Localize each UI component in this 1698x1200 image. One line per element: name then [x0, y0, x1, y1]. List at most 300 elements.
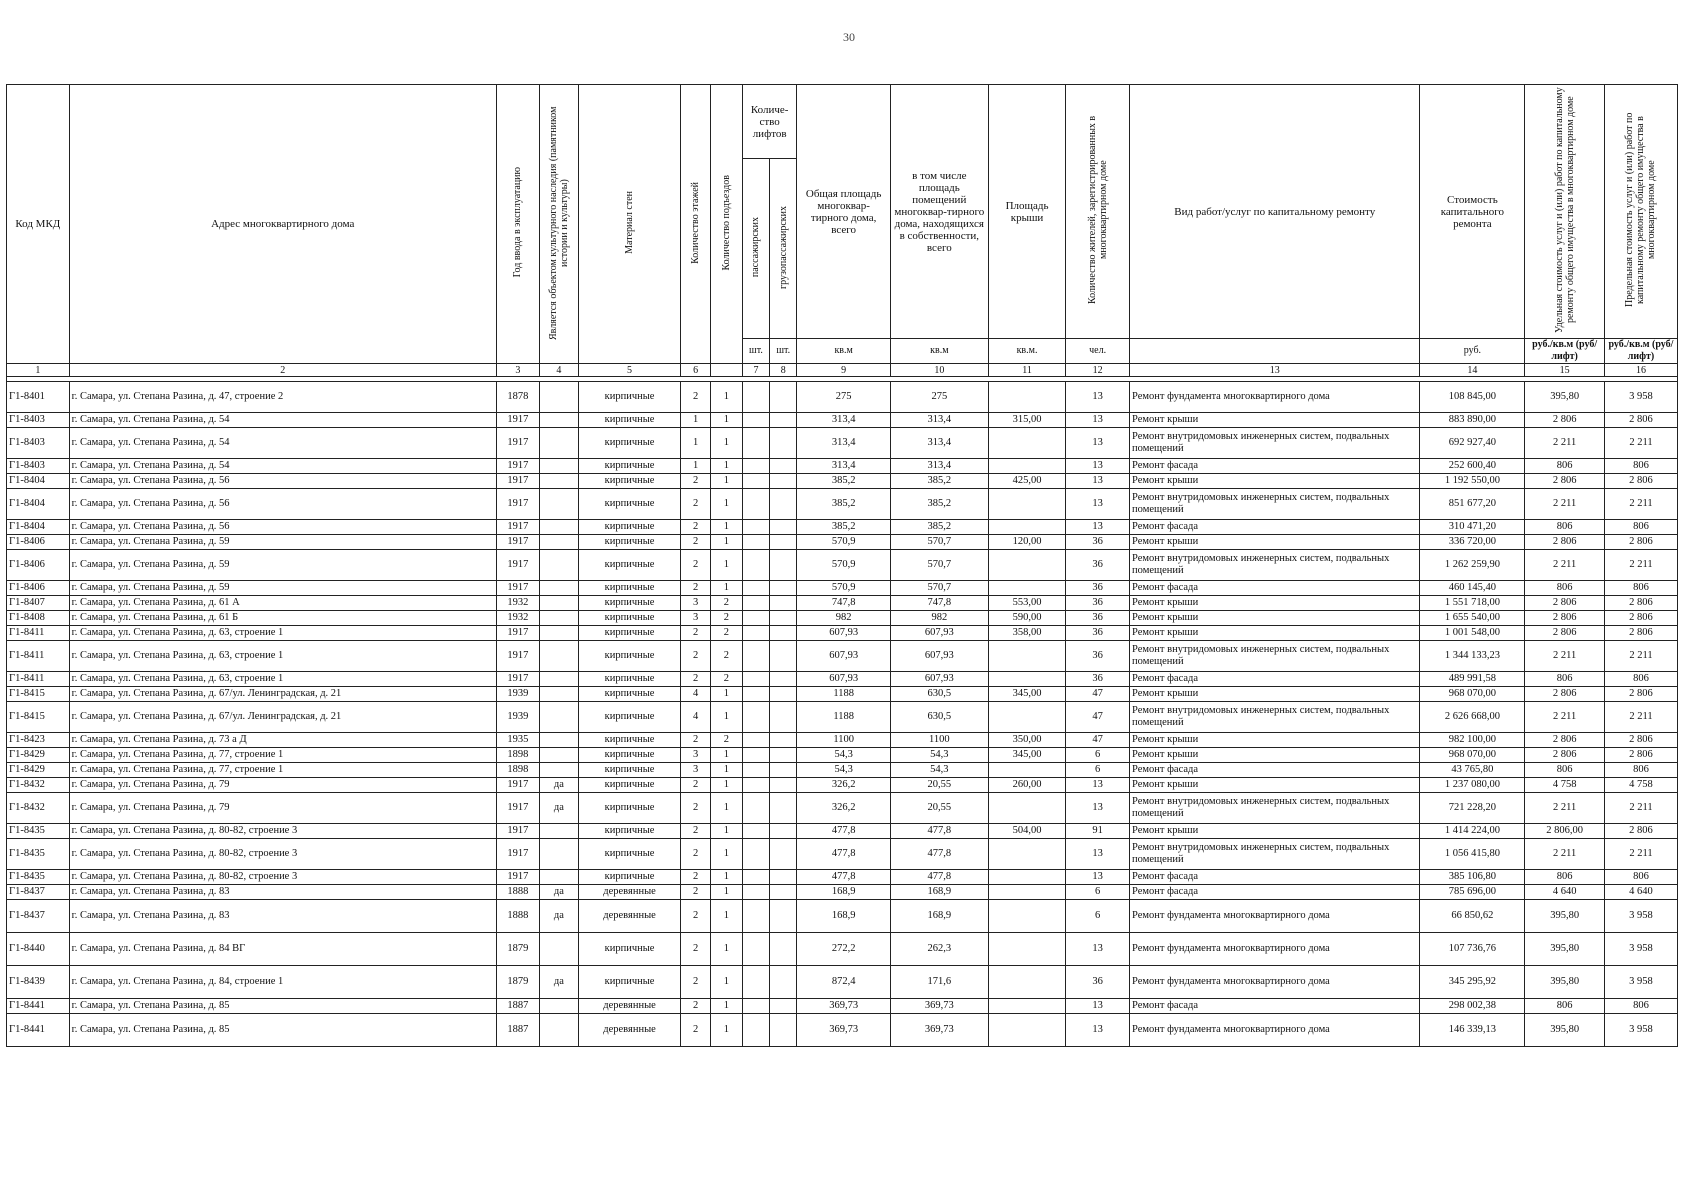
cell-floors: 2 [681, 382, 711, 413]
header-roof-area: Площадь крыши [988, 85, 1065, 339]
unit-residents: чел. [1066, 339, 1130, 364]
cell-floors: 2 [681, 870, 711, 885]
cell-lifts-cargo [770, 382, 797, 413]
header-floors: Количество этажей [690, 181, 702, 264]
cell-roof-area [988, 966, 1065, 999]
cell-entrances: 1 [710, 870, 742, 885]
cell-residents: 6 [1066, 748, 1130, 763]
cell-cultural [540, 933, 579, 966]
column-number: 2 [69, 364, 496, 377]
table-row [7, 413, 1678, 428]
cell-max-cost: 3 958 [1604, 966, 1677, 999]
cell-cost: 1 001 548,00 [1420, 626, 1525, 641]
cell-roof-area: 120,00 [988, 535, 1065, 550]
cell-cost: 385 106,80 [1420, 870, 1525, 885]
header-year: Год ввода в эксплуатацию [512, 167, 524, 278]
cell-cultural: да [540, 885, 579, 900]
cell-material: деревянные [578, 900, 681, 933]
header-residents: Количество жителей, зарегистрированных в многоквартирном доме [1086, 115, 1109, 305]
cell-address: г. Самара, ул. Степана Разина, д. 63, строение 1 [69, 672, 496, 687]
cell-cost: 1 056 415,80 [1420, 839, 1525, 870]
cell-owned-area: 477,8 [890, 839, 988, 870]
cell-unit-cost: 806 [1525, 870, 1605, 885]
cell-work: Ремонт крыши [1130, 535, 1420, 550]
table-row [7, 489, 1678, 520]
cell-cost: 489 991,58 [1420, 672, 1525, 687]
cell-lifts-pass [742, 748, 769, 763]
cell-unit-cost: 395,80 [1525, 900, 1605, 933]
cell-unit-cost: 2 211 [1525, 428, 1605, 459]
cell-address: г. Самара, ул. Степана Разина, д. 59 [69, 550, 496, 581]
cell-owned-area: 982 [890, 611, 988, 626]
cell-cultural [540, 672, 579, 687]
cell-residents: 13 [1066, 489, 1130, 520]
column-number: 7 [742, 364, 769, 377]
cell-material: кирпичные [578, 596, 681, 611]
cell-roof-area [988, 550, 1065, 581]
cell-floors: 2 [681, 733, 711, 748]
cell-address: г. Самара, ул. Степана Разина, д. 47, строение 2 [69, 382, 496, 413]
cell-total-area: 570,9 [797, 581, 890, 596]
cell-year: 1898 [496, 763, 539, 778]
cell-total-area: 369,73 [797, 1014, 890, 1047]
cell-entrances: 1 [710, 428, 742, 459]
cell-entrances: 1 [710, 839, 742, 870]
cell-owned-area: 385,2 [890, 520, 988, 535]
cell-total-area: 313,4 [797, 459, 890, 474]
cell-total-area: 385,2 [797, 474, 890, 489]
table-row [7, 870, 1678, 885]
cell-lifts-pass [742, 966, 769, 999]
cell-cost: 1 655 540,00 [1420, 611, 1525, 626]
cell-max-cost: 806 [1604, 763, 1677, 778]
cell-total-area: 1188 [797, 687, 890, 702]
cell-lifts-cargo [770, 581, 797, 596]
cell-code: Г1-8415 [7, 702, 70, 733]
cell-cultural [540, 748, 579, 763]
cell-material: кирпичные [578, 733, 681, 748]
cell-lifts-cargo [770, 885, 797, 900]
table-row [7, 778, 1678, 793]
cell-total-area: 275 [797, 382, 890, 413]
cell-residents: 47 [1066, 702, 1130, 733]
cell-cost: 785 696,00 [1420, 885, 1525, 900]
cell-residents: 13 [1066, 459, 1130, 474]
cell-code: Г1-8441 [7, 999, 70, 1014]
cell-total-area: 1188 [797, 702, 890, 733]
table-row [7, 520, 1678, 535]
cell-code: Г1-8407 [7, 596, 70, 611]
cell-cultural: да [540, 900, 579, 933]
cell-cultural [540, 428, 579, 459]
cell-address: г. Самара, ул. Степана Разина, д. 63, строение 1 [69, 641, 496, 672]
table-body [7, 382, 1678, 1047]
cell-year: 1878 [496, 382, 539, 413]
cell-lifts-cargo [770, 748, 797, 763]
header-cultural: Является объектом культурного наследия (памятником истории и культуры) [547, 105, 570, 340]
cell-entrances: 1 [710, 793, 742, 824]
cell-owned-area: 477,8 [890, 824, 988, 839]
column-number: 1 [7, 364, 70, 377]
cell-material: кирпичные [578, 839, 681, 870]
cell-address: г. Самара, ул. Степана Разина, д. 73 а Д [69, 733, 496, 748]
cell-total-area: 570,9 [797, 550, 890, 581]
cell-cost: 1 237 080,00 [1420, 778, 1525, 793]
cell-cost: 146 339,13 [1420, 1014, 1525, 1047]
cell-max-cost: 2 806 [1604, 474, 1677, 489]
cell-work: Ремонт крыши [1130, 611, 1420, 626]
table-row [7, 611, 1678, 626]
unit-total-area: кв.м [797, 339, 890, 364]
unit-lifts-cargo: шт. [770, 339, 797, 364]
cell-lifts-pass [742, 596, 769, 611]
cell-lifts-pass [742, 687, 769, 702]
cell-year: 1887 [496, 1014, 539, 1047]
cell-code: Г1-8439 [7, 966, 70, 999]
cell-cost: 851 677,20 [1420, 489, 1525, 520]
column-numbers-row [7, 364, 1678, 377]
cell-residents: 36 [1066, 672, 1130, 687]
column-number: 16 [1604, 364, 1677, 377]
cell-floors: 2 [681, 966, 711, 999]
cell-lifts-pass [742, 581, 769, 596]
cell-max-cost: 2 806 [1604, 626, 1677, 641]
cell-lifts-pass [742, 733, 769, 748]
cell-max-cost: 2 211 [1604, 793, 1677, 824]
cell-year: 1935 [496, 733, 539, 748]
table-row [7, 626, 1678, 641]
cell-work: Ремонт крыши [1130, 824, 1420, 839]
cell-owned-area: 168,9 [890, 900, 988, 933]
cell-address: г. Самара, ул. Степана Разина, д. 63, строение 1 [69, 626, 496, 641]
cell-max-cost: 3 958 [1604, 1014, 1677, 1047]
cell-lifts-cargo [770, 839, 797, 870]
cell-unit-cost: 2 211 [1525, 702, 1605, 733]
cell-lifts-cargo [770, 999, 797, 1014]
cell-roof-area [988, 885, 1065, 900]
cell-max-cost: 2 211 [1604, 702, 1677, 733]
cell-cultural [540, 702, 579, 733]
cell-cultural [540, 535, 579, 550]
cell-cultural [540, 687, 579, 702]
cell-code: Г1-8432 [7, 778, 70, 793]
cell-roof-area [988, 793, 1065, 824]
page-number: 30 [843, 30, 855, 44]
table-row [7, 839, 1678, 870]
unit-owned-area: кв.м [890, 339, 988, 364]
cell-address: г. Самара, ул. Степана Разина, д. 77, строение 1 [69, 748, 496, 763]
cell-max-cost: 2 211 [1604, 839, 1677, 870]
cell-address: г. Самара, ул. Степана Разина, д. 61 А [69, 596, 496, 611]
cell-lifts-cargo [770, 535, 797, 550]
cell-address: г. Самара, ул. Степана Разина, д. 85 [69, 1014, 496, 1047]
cell-lifts-cargo [770, 474, 797, 489]
cell-max-cost: 2 806 [1604, 611, 1677, 626]
cell-material: кирпичные [578, 793, 681, 824]
cell-lifts-pass [742, 520, 769, 535]
cell-entrances: 1 [710, 687, 742, 702]
cell-cultural: да [540, 966, 579, 999]
cell-lifts-pass [742, 459, 769, 474]
cell-total-area: 272,2 [797, 933, 890, 966]
table-row [7, 793, 1678, 824]
cell-cultural [540, 1014, 579, 1047]
cell-roof-area: 350,00 [988, 733, 1065, 748]
cell-lifts-pass [742, 1014, 769, 1047]
cell-lifts-cargo [770, 596, 797, 611]
cell-address: г. Самара, ул. Степана Разина, д. 54 [69, 459, 496, 474]
cell-code: Г1-8432 [7, 793, 70, 824]
cell-address: г. Самара, ул. Степана Разина, д. 67/ул. Ленинградская, д. 21 [69, 702, 496, 733]
cell-residents: 6 [1066, 763, 1130, 778]
cell-cultural [540, 474, 579, 489]
cell-year: 1917 [496, 581, 539, 596]
cell-work: Ремонт внутридомовых инженерных систем, подвальных помещений [1130, 793, 1420, 824]
cell-work: Ремонт крыши [1130, 596, 1420, 611]
cell-residents: 36 [1066, 535, 1130, 550]
cell-roof-area [988, 900, 1065, 933]
cell-floors: 2 [681, 641, 711, 672]
cell-address: г. Самара, ул. Степана Разина, д. 56 [69, 520, 496, 535]
column-number: 5 [578, 364, 681, 377]
cell-lifts-cargo [770, 900, 797, 933]
cell-owned-area: 171,6 [890, 966, 988, 999]
cell-year: 1932 [496, 596, 539, 611]
cell-floors: 2 [681, 672, 711, 687]
cell-lifts-cargo [770, 428, 797, 459]
cell-year: 1917 [496, 870, 539, 885]
table-row [7, 999, 1678, 1014]
cell-floors: 2 [681, 550, 711, 581]
cell-roof-area [988, 459, 1065, 474]
cell-work: Ремонт фундамента многоквартирного дома [1130, 933, 1420, 966]
cell-entrances: 2 [710, 672, 742, 687]
cell-material: деревянные [578, 999, 681, 1014]
cell-roof-area: 553,00 [988, 596, 1065, 611]
cell-cultural [540, 870, 579, 885]
cell-unit-cost: 806 [1525, 520, 1605, 535]
cell-lifts-cargo [770, 702, 797, 733]
cell-residents: 6 [1066, 885, 1130, 900]
cell-total-area: 385,2 [797, 489, 890, 520]
column-number [710, 364, 742, 377]
cell-total-area: 570,9 [797, 535, 890, 550]
cell-unit-cost: 2 806 [1525, 626, 1605, 641]
cell-roof-area: 345,00 [988, 687, 1065, 702]
cell-cost: 1 344 133,23 [1420, 641, 1525, 672]
cell-owned-area: 607,93 [890, 626, 988, 641]
cell-owned-area: 385,2 [890, 474, 988, 489]
cell-residents: 36 [1066, 966, 1130, 999]
cell-year: 1917 [496, 839, 539, 870]
cell-lifts-cargo [770, 793, 797, 824]
cell-year: 1917 [496, 520, 539, 535]
cell-cost: 108 845,00 [1420, 382, 1525, 413]
cell-entrances: 2 [710, 626, 742, 641]
cell-work: Ремонт крыши [1130, 413, 1420, 428]
cell-max-cost: 806 [1604, 581, 1677, 596]
cell-unit-cost: 2 211 [1525, 641, 1605, 672]
cell-residents: 36 [1066, 550, 1130, 581]
cell-roof-area [988, 489, 1065, 520]
cell-code: Г1-8435 [7, 870, 70, 885]
cell-max-cost: 3 958 [1604, 933, 1677, 966]
cell-max-cost: 2 806 [1604, 596, 1677, 611]
cell-cost: 1 414 224,00 [1420, 824, 1525, 839]
table-row [7, 687, 1678, 702]
cell-total-area: 982 [797, 611, 890, 626]
cell-max-cost: 2 806 [1604, 748, 1677, 763]
capital-repair-table [6, 84, 1678, 1047]
cell-floors: 2 [681, 489, 711, 520]
cell-material: кирпичные [578, 748, 681, 763]
cell-lifts-pass [742, 839, 769, 870]
cell-owned-area: 313,4 [890, 428, 988, 459]
cell-code: Г1-8404 [7, 489, 70, 520]
cell-material: кирпичные [578, 933, 681, 966]
cell-address: г. Самара, ул. Степана Разина, д. 56 [69, 474, 496, 489]
cell-address: г. Самара, ул. Степана Разина, д. 54 [69, 413, 496, 428]
cell-total-area: 326,2 [797, 778, 890, 793]
cell-residents: 47 [1066, 733, 1130, 748]
cell-work: Ремонт крыши [1130, 778, 1420, 793]
cell-work: Ремонт фасада [1130, 999, 1420, 1014]
cell-roof-area [988, 870, 1065, 885]
cell-entrances: 1 [710, 550, 742, 581]
cell-lifts-pass [742, 611, 769, 626]
cell-owned-area: 54,3 [890, 748, 988, 763]
cell-lifts-cargo [770, 733, 797, 748]
cell-code: Г1-8411 [7, 641, 70, 672]
cell-owned-area: 477,8 [890, 870, 988, 885]
cell-roof-area [988, 763, 1065, 778]
cell-year: 1939 [496, 702, 539, 733]
cell-lifts-pass [742, 550, 769, 581]
cell-cultural: да [540, 793, 579, 824]
cell-unit-cost: 2 806 [1525, 413, 1605, 428]
cell-entrances: 1 [710, 382, 742, 413]
cell-code: Г1-8437 [7, 885, 70, 900]
cell-residents: 13 [1066, 520, 1130, 535]
header-material: Материал стен [624, 191, 636, 254]
cell-entrances: 2 [710, 611, 742, 626]
cell-max-cost: 2 806 [1604, 824, 1677, 839]
cell-material: кирпичные [578, 687, 681, 702]
cell-material: деревянные [578, 1014, 681, 1047]
cell-address: г. Самара, ул. Степана Разина, д. 61 Б [69, 611, 496, 626]
cell-total-area: 313,4 [797, 413, 890, 428]
cell-residents: 13 [1066, 474, 1130, 489]
cell-cost: 1 262 259,90 [1420, 550, 1525, 581]
cell-entrances: 1 [710, 885, 742, 900]
cell-cultural [540, 824, 579, 839]
cell-lifts-cargo [770, 489, 797, 520]
cell-lifts-cargo [770, 778, 797, 793]
cell-year: 1917 [496, 641, 539, 672]
cell-max-cost: 806 [1604, 520, 1677, 535]
cell-work: Ремонт внутридомовых инженерных систем, подвальных помещений [1130, 550, 1420, 581]
cell-owned-area: 570,7 [890, 581, 988, 596]
cell-work: Ремонт фасада [1130, 581, 1420, 596]
cell-cultural [540, 596, 579, 611]
table-row [7, 474, 1678, 489]
cell-lifts-pass [742, 870, 769, 885]
cell-entrances: 1 [710, 966, 742, 999]
cell-unit-cost: 2 806,00 [1525, 824, 1605, 839]
cell-roof-area [988, 382, 1065, 413]
cell-cost: 982 100,00 [1420, 733, 1525, 748]
cell-year: 1917 [496, 793, 539, 824]
cell-lifts-cargo [770, 870, 797, 885]
cell-unit-cost: 2 806 [1525, 733, 1605, 748]
cell-code: Г1-8440 [7, 933, 70, 966]
cell-residents: 13 [1066, 933, 1130, 966]
cell-work: Ремонт крыши [1130, 748, 1420, 763]
cell-address: г. Самара, ул. Степана Разина, д. 84 ВГ [69, 933, 496, 966]
cell-floors: 2 [681, 900, 711, 933]
cell-unit-cost: 806 [1525, 763, 1605, 778]
table-row [7, 641, 1678, 672]
cell-work: Ремонт фасада [1130, 885, 1420, 900]
cell-max-cost: 3 958 [1604, 382, 1677, 413]
cell-total-area: 477,8 [797, 839, 890, 870]
cell-code: Г1-8404 [7, 474, 70, 489]
cell-owned-area: 570,7 [890, 550, 988, 581]
cell-unit-cost: 395,80 [1525, 966, 1605, 999]
cell-code: Г1-8435 [7, 839, 70, 870]
cell-floors: 1 [681, 413, 711, 428]
cell-year: 1917 [496, 672, 539, 687]
cell-lifts-pass [742, 933, 769, 966]
cell-cost: 298 002,38 [1420, 999, 1525, 1014]
table-row [7, 1014, 1678, 1047]
cell-floors: 2 [681, 839, 711, 870]
cell-material: кирпичные [578, 778, 681, 793]
cell-work: Ремонт фасада [1130, 672, 1420, 687]
cell-total-area: 168,9 [797, 885, 890, 900]
cell-lifts-pass [742, 382, 769, 413]
cell-max-cost: 806 [1604, 459, 1677, 474]
cell-unit-cost: 395,80 [1525, 382, 1605, 413]
cell-total-area: 369,73 [797, 999, 890, 1014]
table-row [7, 382, 1678, 413]
header-total-area: Общая площадь многоквар-тирного дома, всего [797, 85, 890, 339]
column-number: 14 [1420, 364, 1525, 377]
cell-floors: 1 [681, 459, 711, 474]
cell-total-area: 385,2 [797, 520, 890, 535]
column-number: 6 [681, 364, 711, 377]
cell-residents: 13 [1066, 413, 1130, 428]
cell-work: Ремонт фасада [1130, 870, 1420, 885]
header-lifts-pass: пассажирских [750, 216, 762, 278]
cell-residents: 36 [1066, 581, 1130, 596]
cell-material: деревянные [578, 885, 681, 900]
cell-roof-area [988, 641, 1065, 672]
cell-max-cost: 806 [1604, 999, 1677, 1014]
cell-roof-area: 425,00 [988, 474, 1065, 489]
cell-cost: 107 736,76 [1420, 933, 1525, 966]
cell-lifts-cargo [770, 687, 797, 702]
table-row [7, 885, 1678, 900]
cell-lifts-cargo [770, 550, 797, 581]
cell-total-area: 607,93 [797, 672, 890, 687]
table-row [7, 763, 1678, 778]
cell-cultural [540, 581, 579, 596]
cell-year: 1917 [496, 626, 539, 641]
cell-lifts-pass [742, 999, 769, 1014]
cell-roof-area [988, 839, 1065, 870]
cell-address: г. Самара, ул. Степана Разина, д. 54 [69, 428, 496, 459]
